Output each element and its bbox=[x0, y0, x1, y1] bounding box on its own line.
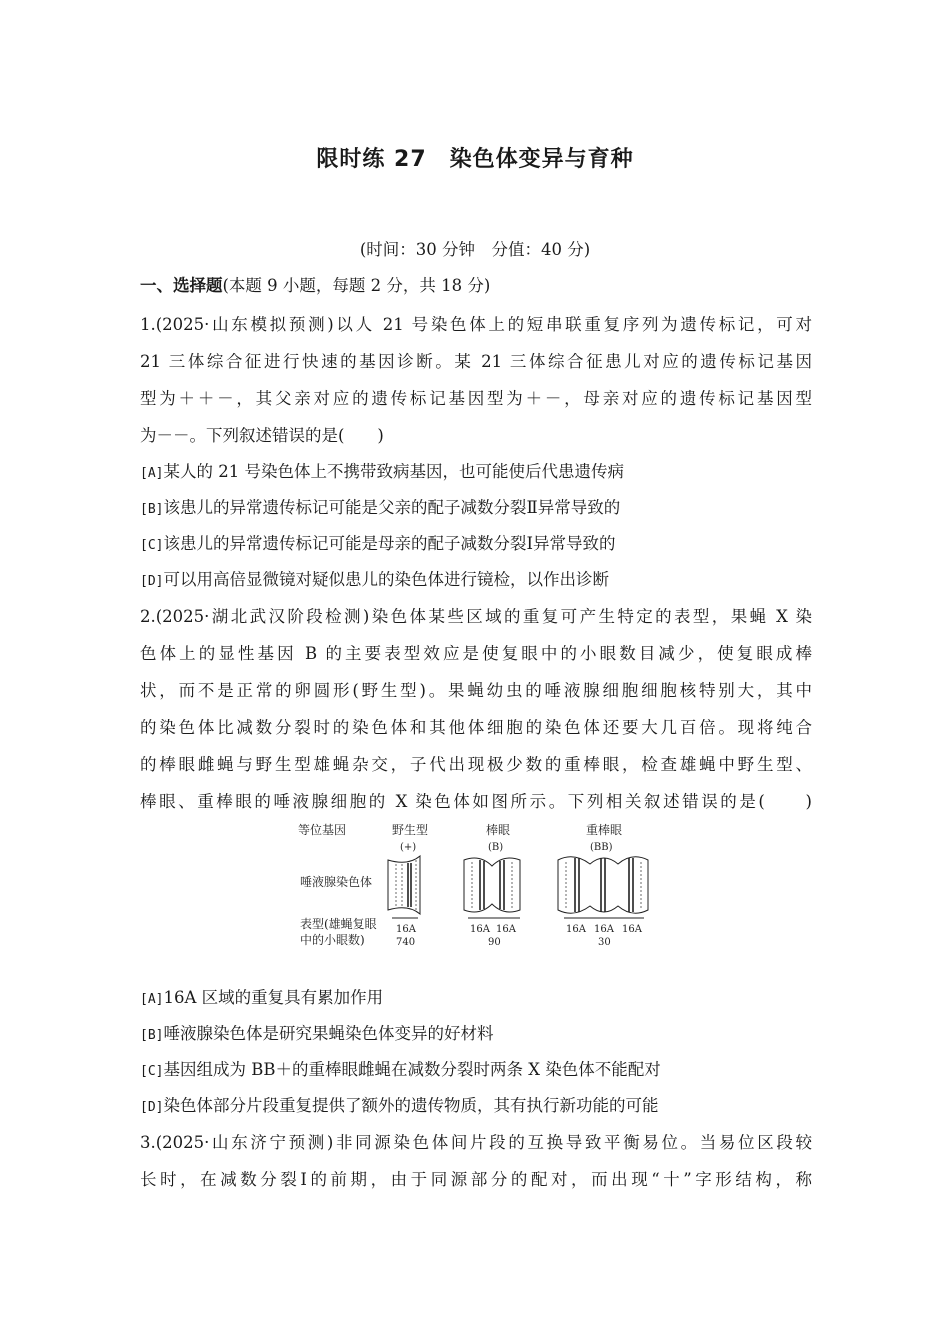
option-tag: [B] bbox=[140, 502, 164, 517]
option-text: 该患儿的异常遗传标记可能是母亲的配子减数分裂Ⅰ异常导致的 bbox=[163, 534, 616, 553]
fig-header-bar: 棒眼 bbox=[486, 823, 511, 837]
fig-bar-region-2: 16A bbox=[496, 924, 516, 935]
option-tag: [C] bbox=[140, 538, 164, 553]
q2-option-b[interactable] bbox=[140, 1020, 812, 1044]
fig-wild-count: 740 bbox=[396, 937, 416, 948]
q1-line-1: 1.(2025·山东模拟预测)以人 21 号染色体上的短串联重复序列为遗传标记，可对 bbox=[140, 315, 812, 334]
q3-line-2: 长时，在减数分裂Ⅰ的前期，由于同源部分的配对，而出现“十”字形结构，称 bbox=[140, 1170, 812, 1189]
option-tag: [A] bbox=[140, 466, 164, 481]
exam-meta: (时间：30 分钟 分值：40 分) bbox=[359, 240, 591, 259]
q2-option-d[interactable] bbox=[140, 1092, 812, 1116]
chromosome-figure bbox=[296, 818, 656, 956]
wild-chromosome bbox=[388, 856, 420, 914]
fig-wild-genotype: (+) bbox=[400, 842, 417, 853]
q1-option-a[interactable] bbox=[140, 458, 812, 482]
option-tag: [C] bbox=[140, 1064, 164, 1079]
fig-row-label: 唾液腺染色体 bbox=[300, 875, 373, 889]
section-title: 一、选择题 bbox=[140, 276, 223, 295]
fig-bar-count: 90 bbox=[488, 937, 501, 948]
section-heading bbox=[140, 272, 812, 296]
q1-line-3: 型为＋＋－，其父亲对应的遗传标记基因型为＋－，母亲对应的遗传标记基因型 bbox=[140, 389, 812, 408]
fig-double-region-2: 16A bbox=[594, 924, 614, 935]
q2-line-2: 色体上的显性基因 B 的主要表型效应是使复眼中的小眼数目减少，使复眼成棒 bbox=[140, 644, 812, 663]
fig-bar-region-1: 16A bbox=[470, 924, 490, 935]
option-text: 可以用高倍显微镜对疑似患儿的染色体进行镜检，以作出诊断 bbox=[163, 570, 609, 589]
fig-pheno-label-2: 中的小眼数) bbox=[300, 933, 365, 947]
q1-option-d[interactable] bbox=[140, 566, 812, 590]
q1-option-c[interactable] bbox=[140, 530, 812, 554]
q2-line-1: 2.(2025·湖北武汉阶段检测)染色体某些区域的重复可产生特定的表型，果蝇 X 染 bbox=[140, 607, 812, 626]
q1-option-b[interactable] bbox=[140, 494, 812, 518]
option-tag: [B] bbox=[140, 1028, 164, 1043]
option-tag: [A] bbox=[140, 992, 164, 1007]
q2-line-5: 的棒眼雌蝇与野生型雄蝇杂交，子代出现极少数的重棒眼，检查雄蝇中野生型、 bbox=[140, 755, 812, 774]
section-note: (本题 9 小题，每题 2 分，共 18 分) bbox=[222, 276, 491, 295]
q2-line-3: 状，而不是正常的卵圆形(野生型)。果蝇幼虫的唾液腺细胞细胞核特别大，其中 bbox=[140, 681, 812, 700]
q2-line-6: 棒眼、重棒眼的唾液腺细胞的 X 染色体如图所示。下列相关叙述错误的是( ) bbox=[140, 792, 812, 811]
q2-option-c[interactable] bbox=[140, 1056, 812, 1080]
q2-option-a[interactable] bbox=[140, 984, 812, 1008]
fig-header-allele: 等位基因 bbox=[298, 823, 347, 837]
q1-line-4: 为－－。下列叙述错误的是( ) bbox=[140, 426, 384, 445]
q1-line-2: 21 三体综合征进行快速的基因诊断。某 21 三体综合征患儿对应的遗传标记基因 bbox=[140, 352, 812, 371]
option-text: 该患儿的异常遗传标记可能是父亲的配子减数分裂Ⅱ异常导致的 bbox=[163, 498, 621, 517]
bar-chromosome bbox=[464, 858, 520, 912]
option-text: 唾液腺染色体是研究果蝇染色体变异的好材料 bbox=[163, 1024, 494, 1043]
option-text: 某人的 21 号染色体上不携带致病基因，也可能使后代患遗传病 bbox=[163, 462, 624, 481]
option-text: 基因组成为 BB＋的重棒眼雌蝇在减数分裂时两条 X 染色体不能配对 bbox=[163, 1060, 661, 1079]
q3-line-1: 3.(2025·山东济宁预测)非同源染色体间片段的互换导致平衡易位。当易位区段较 bbox=[140, 1133, 812, 1152]
fig-wild-region: 16A bbox=[396, 924, 416, 935]
fig-bar-genotype: (B) bbox=[488, 842, 504, 853]
page-title: 限时练 27 染色体变异与育种 bbox=[316, 147, 634, 172]
q2-line-4: 的染色体比减数分裂时的染色体和其他体细胞的染色体还要大几百倍。现将纯合 bbox=[140, 718, 812, 737]
option-text: 染色体部分片段重复提供了额外的遗传物质，其有执行新功能的可能 bbox=[163, 1096, 659, 1115]
fig-double-count: 30 bbox=[598, 937, 611, 948]
fig-double-region-1: 16A bbox=[566, 924, 586, 935]
option-tag: [D] bbox=[140, 1100, 164, 1115]
option-tag: [D] bbox=[140, 574, 164, 589]
fig-pheno-label-1: 表型(雄蝇复眼 bbox=[300, 917, 377, 931]
fig-double-region-3: 16A bbox=[622, 924, 642, 935]
fig-header-double: 重棒眼 bbox=[586, 823, 623, 837]
option-text: 16A 区域的重复具有累加作用 bbox=[163, 988, 384, 1007]
fig-double-genotype: (BB) bbox=[590, 842, 613, 853]
fig-header-wild: 野生型 bbox=[392, 823, 429, 837]
double-bar-chromosome bbox=[558, 857, 648, 913]
